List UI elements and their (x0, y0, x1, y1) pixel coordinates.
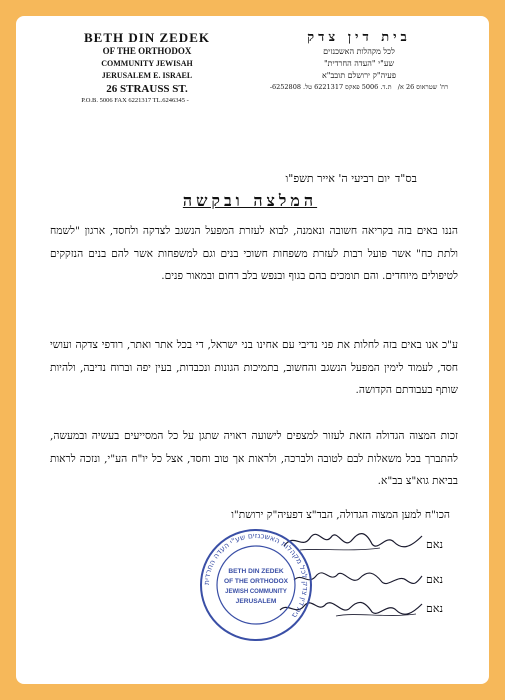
letterhead-hebrew (268, 30, 450, 93)
letterhead-english (62, 30, 232, 106)
letter-title: המלצה ובקשה (182, 191, 318, 210)
letterhead-en-line4: JERUSALEM E. ISRAEL (101, 71, 193, 80)
letter-paragraph-3: זכות המצוה הגדולה הזאת לעזור למצפים לישועה ראויה שתגן על כל המסייעים בעשיה ובמעשה, להתברך בכל משאלות לבם לטובה ולברכה, ולראות אך טוב וחסד, אצל כל יו"ח הע"י, ונזכה לראות בביאת גוא"צ בב"א. (50, 430, 458, 488)
letterhead-en-name: BETH DIN ZEDEK (84, 30, 210, 45)
letterhead-en-line2: OF THE ORTHODOX (102, 46, 192, 56)
letter-salutation: בס"ד (395, 172, 417, 185)
letter-paragraph-1: הננו באים בזה בקריאה חשובה ונאמנה, לבוא לעזרת המפעל הנשגב לצדקה ולחסד, ארגון "לשמח ולתת כח" אשר פועל רבות לעזרת משפחות חשוכי בנים וגם למשפחות אשר להם בנים הנזקקים לטיפולים מיוחדים. והם תומכים בהם בגוף ובנפש בלב רחום ובמאור פנים. (50, 225, 458, 283)
letterhead-he-line3: שע"י "העדה החרדית" (323, 59, 395, 68)
svg-text:BETH DIN ZEDEK: BETH DIN ZEDEK (228, 568, 284, 575)
letterhead-en-address: 26 STRAUSS ST. (106, 83, 188, 95)
letter-paragraph-2: ע"כ אנו באים בזה לחלות את פני נדיבי עם אחינו בני ישראל, די בכל אתר ואתר, רודפי צדקה ועושי חסד, לעמוד לימין המפעל הנשגב והחשוב, בתמיכות הגונות ונכבדות, בעין יפה וברוח נדיבה, ולהיות שותף בעבודתם הקדושה. (50, 339, 458, 397)
signature-label-1: נאם (426, 538, 444, 551)
svg-text:JEWISH COMMUNITY: JEWISH COMMUNITY (225, 589, 287, 595)
signature-label-2: נאם (426, 573, 444, 586)
letterhead-he-line4: פעיה"ק ירושלם תובב"א (321, 71, 397, 80)
letterhead-he-line2: לכל מקהלות האשכנזים (323, 47, 395, 56)
letterhead-he-name: בית דין צדק (307, 30, 411, 45)
letter-closing: הכו"ח למען המצוה הגדולה, הבד"צ דפעיה"ק ירושת"ו (231, 509, 450, 521)
letterhead-he-contact: רח' שטראוס 26 א/ ת.ד. 5006 פאקס 6221317 טל. 6252808- (269, 83, 449, 91)
svg-text:JERUSALEM: JERUSALEM (235, 598, 277, 605)
letter-date: יום רביעי ה' אייר תשפ"ו (285, 172, 390, 185)
letterhead-en-line3: COMMUNITY JEWISAH (101, 59, 193, 68)
letterhead-en-contact: P.O.B. 5006 FAX 6221317 TL.6246345 - (81, 97, 189, 104)
svg-text:בית דין צדק לכל מקהלות האשכנזי: בית דין צדק לכל מקהלות האשכנזים שע"י העדה החרדית (201, 530, 311, 621)
signature-label-3: נאם (426, 602, 444, 615)
court-seal-stamp (198, 527, 314, 643)
svg-text:OF THE ORTHODOX: OF THE ORTHODOX (223, 578, 289, 585)
